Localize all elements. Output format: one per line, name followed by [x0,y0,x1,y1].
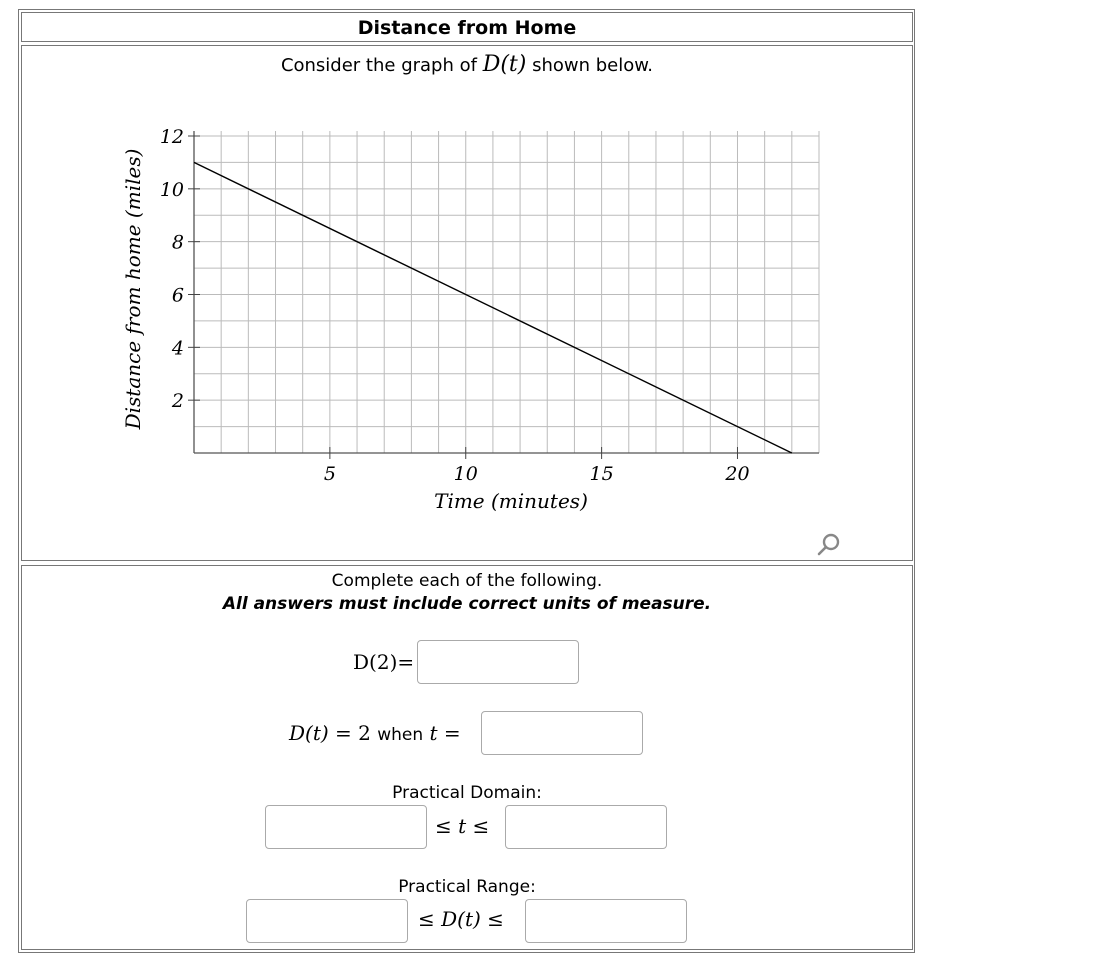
q2-when: when [377,725,424,745]
domain-max-input[interactable] [505,805,667,849]
y-tick-label: 12 [159,126,184,148]
d2-input[interactable] [417,640,579,684]
y-tick-label: 8 [171,231,184,254]
intro-suffix: shown below. [532,55,654,76]
x-tick-label: 15 [589,463,614,485]
x-tick-label: 5 [323,463,336,485]
q1-label [353,650,414,674]
x-axis-label: Time (minutes) [434,489,588,513]
instructions-line2: All answers must include correct units of measure. [222,594,712,614]
instructions-line1: Complete each of the following. [331,571,603,591]
domain-inequality: ≤ t ≤ [435,814,490,838]
q2-func: D(t) [289,721,329,745]
chart-axes [194,131,819,453]
range-title: Practical Range: [398,877,536,897]
q2-eq: = 2 [335,721,371,745]
y-axis-label: Distance from home (miles) [121,148,145,430]
range-max-input[interactable] [525,899,687,943]
intro-func: D(t) [482,52,527,77]
chart-grid [194,131,819,453]
x-tick-label: 20 [725,463,750,485]
domain-title: Practical Domain: [392,783,542,803]
y-tick-label: 6 [171,284,184,307]
range-min-input[interactable] [246,899,408,943]
y-tick-label: 2 [171,390,184,413]
q2-var: t = [429,721,461,745]
intro-prefix: Consider the graph of [280,55,477,76]
y-tick-label: 4 [171,337,184,360]
range-inequality: ≤ D(t) ≤ [418,907,504,931]
zoom-icon[interactable] [816,532,842,558]
t-when-2-input[interactable] [481,711,643,755]
q2-label [289,721,461,745]
domain-min-input[interactable] [265,805,427,849]
y-tick-label: 10 [159,178,184,201]
x-tick-label: 10 [453,463,478,485]
problem-title: Distance from Home [21,12,913,42]
q1-label-text: D(2)= [353,650,415,674]
